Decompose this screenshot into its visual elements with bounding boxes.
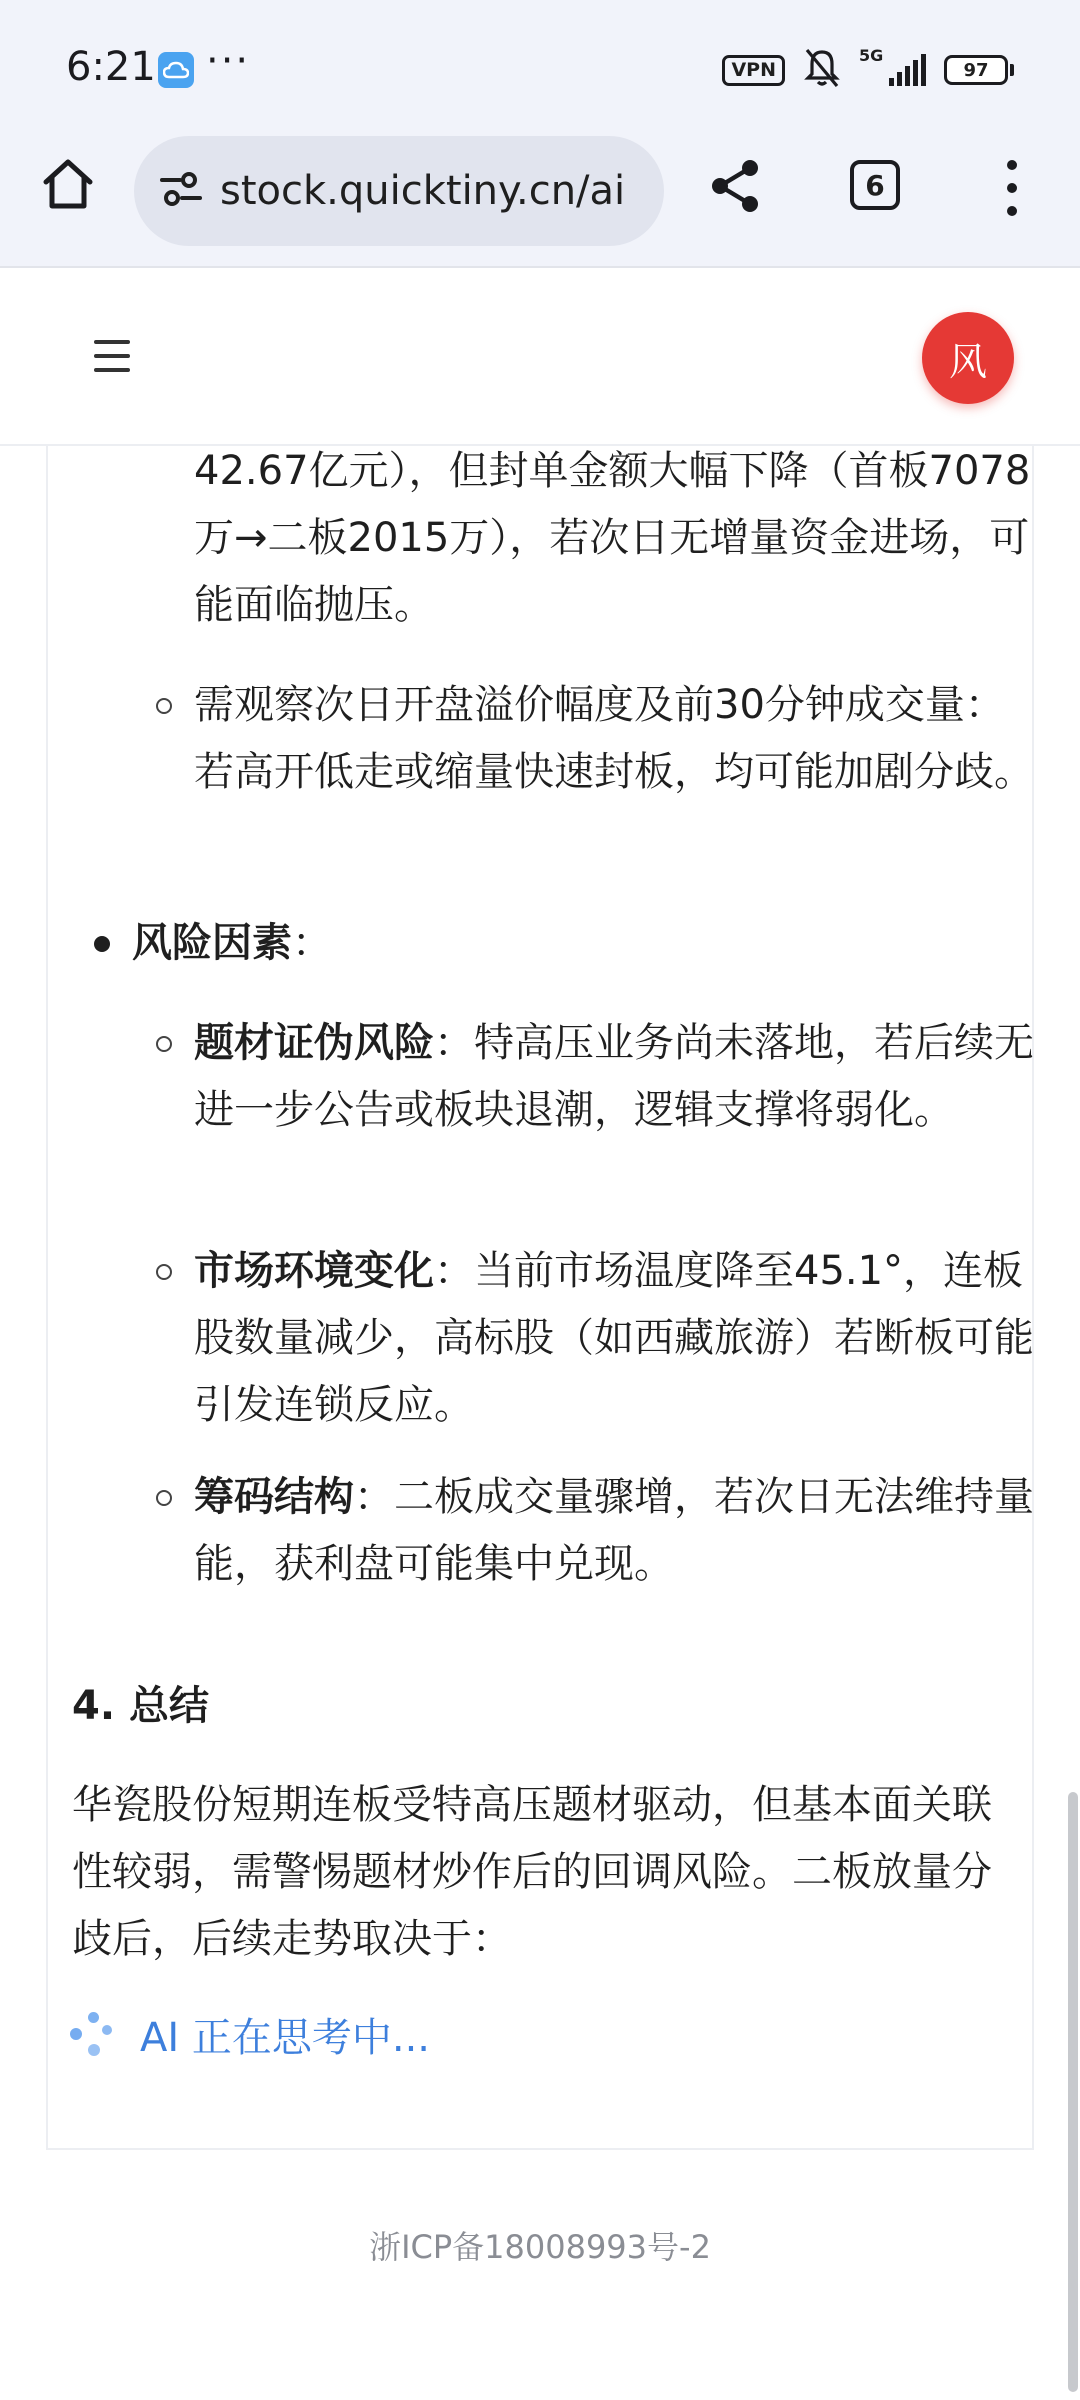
site-header	[0, 270, 1080, 446]
status-bar	[0, 0, 1080, 136]
bell-muted-icon	[803, 48, 841, 92]
status-time: 6:21	[66, 44, 156, 90]
share-icon	[706, 156, 766, 216]
risk-item-text: ：二板成交量骤增，若次日无法维持量能，获利盘可能集中兑现。	[194, 1474, 1034, 1587]
hamburger-menu-icon[interactable]	[94, 340, 130, 372]
vpn-icon: VPN	[722, 55, 785, 86]
risk-heading-text: 风险因素	[132, 920, 292, 966]
circle-bullet-icon	[156, 1264, 172, 1280]
thinking-indicator	[68, 2006, 430, 2063]
tab-switcher-button[interactable]: 6	[850, 160, 900, 210]
risk-heading-colon: ：	[292, 920, 332, 966]
summary-paragraph: 华瓷股份短期连板受特高压题材驱动，但基本面关联性较弱，需警惕题材炒作后的回调风险。二板放量分歧后，后续走势取决于：	[72, 1782, 992, 1962]
thinking-text: AI 正在思考中...	[140, 2015, 431, 2061]
notification-more-icon: ···	[206, 38, 251, 84]
risk-item-title: 市场环境变化	[194, 1248, 434, 1294]
user-avatar[interactable]: 风	[922, 312, 1014, 404]
list-item	[194, 1238, 1044, 1439]
section-heading: 4. 总结	[72, 1683, 209, 1729]
cloud-icon	[158, 52, 194, 88]
circle-bullet-icon	[156, 1036, 172, 1052]
icp-footer-link[interactable]: 浙ICP备18008993号-2	[369, 2228, 711, 2266]
overflow-menu-icon[interactable]	[1000, 160, 1024, 216]
browser-toolbar	[0, 136, 1080, 268]
page-scrollbar[interactable]	[1068, 1792, 1078, 2392]
list-item: 42.67亿元），但封单金额大幅下降（首板7078万→二板2015万），若次日无增量资金进场，可能面临抛压。	[194, 448, 1031, 628]
chat-answer-card	[46, 446, 1034, 2150]
battery-level: 97	[944, 55, 1008, 85]
list-item: 需观察次日开盘溢价幅度及前30分钟成交量：若高开低走或缩量快速封板，均可能加剧分歧。	[194, 682, 1034, 795]
address-bar[interactable]	[134, 136, 664, 246]
risk-item-title: 筹码结构	[194, 1474, 354, 1520]
loading-spinner-icon	[68, 2010, 118, 2060]
site-settings-icon[interactable]	[160, 169, 202, 213]
risk-heading	[132, 910, 992, 977]
risk-item-title: 题材证伪风险	[194, 1020, 434, 1066]
risk-item-text: ：当前市场温度降至45.1°，连板股数量减少，高标股（如西藏旅游）若断板可能引发连锁反应。	[194, 1248, 1034, 1428]
circle-bullet-icon	[156, 698, 172, 714]
circle-bullet-icon	[156, 1490, 172, 1506]
risk-item-text: ：特高压业务尚未落地，若后续无进一步公告或板块退潮，逻辑支撑将弱化。	[194, 1020, 1034, 1133]
disc-bullet-icon	[94, 936, 110, 952]
url-text: stock.quicktiny.cn/ai	[220, 168, 626, 214]
battery-icon	[944, 55, 1014, 85]
list-item	[194, 1464, 1044, 1598]
cellular-signal-icon	[859, 46, 926, 86]
share-button[interactable]	[706, 156, 766, 216]
home-icon	[38, 154, 98, 214]
network-type: 5G	[859, 46, 884, 65]
home-button[interactable]	[38, 154, 98, 214]
status-icons	[722, 48, 1014, 92]
list-item	[194, 1010, 1044, 1144]
